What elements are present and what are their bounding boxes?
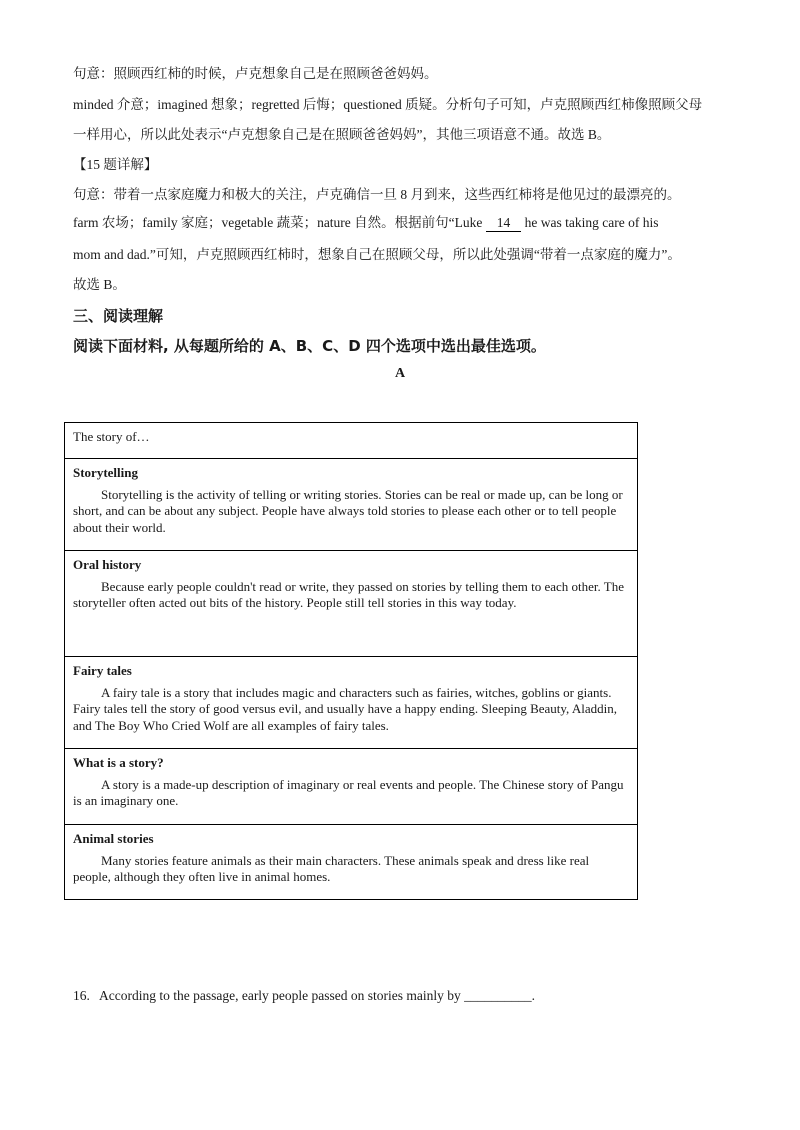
row-body: A story is a made-up description of imaginary or real events and people. The Chinese story of Pangu is an imaginary one. [73, 776, 624, 808]
question-text: According to the passage, early people passed on stories mainly by __________. [99, 988, 536, 1003]
row-title: Storytelling [73, 465, 138, 480]
row-body: Many stories feature animals as their main characters. These animals speak and dress like real people, although they often live in animal homes. [73, 852, 590, 884]
table-header [65, 423, 637, 458]
question-15-heading: 【15 题详解】 [73, 157, 158, 172]
row-title: Fairy tales [73, 663, 132, 678]
passage-table [64, 422, 638, 900]
explanation-line: 句意：带着一点家庭魔力和极大的关注，卢克确信一旦 8 月到来，这些西红柿将是他见过的最漂亮的。 [73, 187, 681, 202]
row-title: What is a story? [73, 755, 164, 770]
row-body: Because early people couldn't read or write, they passed on stories by telling them to each other. The storyteller often acted out bits of the history. People still tell stories in this way today. [73, 578, 625, 610]
row-body: A fairy tale is a story that includes magic and characters such as fairies, witches, goblins or giants. Fairy tales tell the story of good versus evil, and usually have a happy ending. Sleeping Beauty, Aladdin, and The Boy Who Cried Wolf are all examples of fairy tales. [73, 684, 617, 733]
explanation-text: farm 农场；family 家庭；vegetable 蔬菜；nature 自然。根据前句“Luke [73, 215, 486, 230]
explanation-text: he was taking care of his [521, 215, 659, 230]
explanation-line: minded 介意；imagined 想象；regretted 后悔；questioned 质疑。分析句子可知，卢克照顾西红柿像照顾父母 [73, 97, 703, 112]
row-title: Animal stories [73, 831, 154, 846]
table-row [65, 656, 637, 748]
explanation-line [73, 213, 733, 233]
table-row [65, 458, 637, 550]
row-title: Oral history [73, 557, 142, 572]
explanation-line: mom and dad.”可知，卢克照顾西红柿时，想象自己在照顾父母，所以此处强调“带着一点家庭的魔力”。 [73, 247, 681, 262]
explanation-line: 一样用心，所以此处表示“卢克想象自己是在照顾爸爸妈妈”，其他三项语意不通。故选 B。 [73, 127, 611, 142]
section-instruction: 阅读下面材料, 从每题所给的 A、B、C、D 四个选项中选出最佳选项。 [73, 337, 546, 355]
passage-label: A [394, 366, 406, 381]
table-row [65, 824, 637, 899]
table-row [65, 550, 637, 656]
question-number: 16. [73, 988, 90, 1003]
section-title: 三、阅读理解 [73, 307, 164, 325]
table-header-text: The story of… [73, 429, 150, 444]
question-16 [73, 988, 535, 1004]
row-body: Storytelling is the activity of telling or writing stories. Stories can be real or made up, can be long or short, and can be about any subject. People have always told stories to please each other or to tell people about their world. [73, 486, 623, 535]
explanation-line: 故选 B。 [73, 277, 126, 292]
blank-number: 14 [486, 215, 522, 232]
explanation-line: 句意：照顾西红柿的时候，卢克想象自己是在照顾爸爸妈妈。 [73, 66, 438, 81]
table-row [65, 748, 637, 824]
